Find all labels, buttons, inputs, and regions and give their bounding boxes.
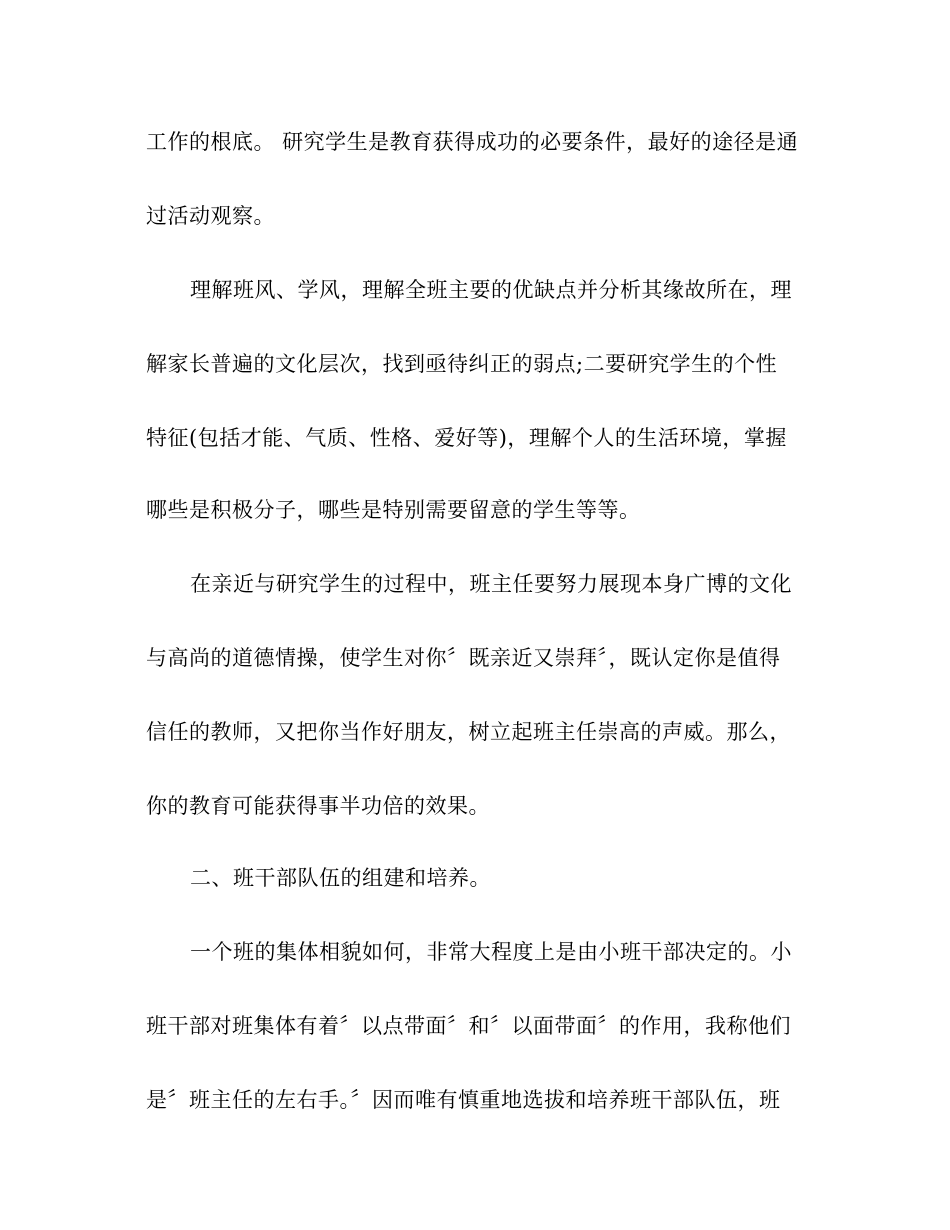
text-line: 你的教育可能获得事半功倍的效果。 bbox=[146, 794, 490, 818]
section-heading: 二、班干部队伍的组建和培养。 bbox=[190, 866, 491, 890]
text-line: 解家长普遍的文化层次，找到亟待纠正的弱点;二要研究学生的个性 bbox=[146, 352, 778, 376]
text-line: 班干部对班集体有着〞以点带面〞和〞以面带面〞的作用，我称他们 bbox=[146, 1014, 791, 1038]
paragraph-start-line: 在亲近与研究学生的过程中，班主任要努力展现本身广博的文化 bbox=[190, 572, 792, 596]
text-line: 与高尚的道德情操，使学生对你〞既亲近又崇拜〞，既认定你是值得 bbox=[146, 646, 781, 670]
paragraph-start-line: 一个班的集体相貌如何，非常大程度上是由小班干部决定的。小 bbox=[190, 940, 792, 964]
text-line: 过活动观察。 bbox=[146, 204, 275, 228]
text-line: 哪些是积极分子，哪些是特别需要留意的学生等等。 bbox=[146, 498, 641, 522]
text-line: 是〞班主任的左右手。〞因而唯有慎重地选拔和培养班干部队伍，班 bbox=[146, 1088, 781, 1112]
text-line: 工作的根底。 研究学生是教育获得成功的必要条件，最好的途径是通 bbox=[146, 130, 799, 154]
text-line: 特征(包括才能、气质、性格、爱好等)，理解个人的生活环境，掌握 bbox=[146, 426, 787, 450]
paragraph-start-line: 理解班风、学风，理解全班主要的优缺点并分析其缘故所在，理 bbox=[190, 278, 792, 302]
text-line: 信任的教师，又把你当作好朋友，树立起班主任崇高的声威。那么， bbox=[146, 720, 791, 744]
